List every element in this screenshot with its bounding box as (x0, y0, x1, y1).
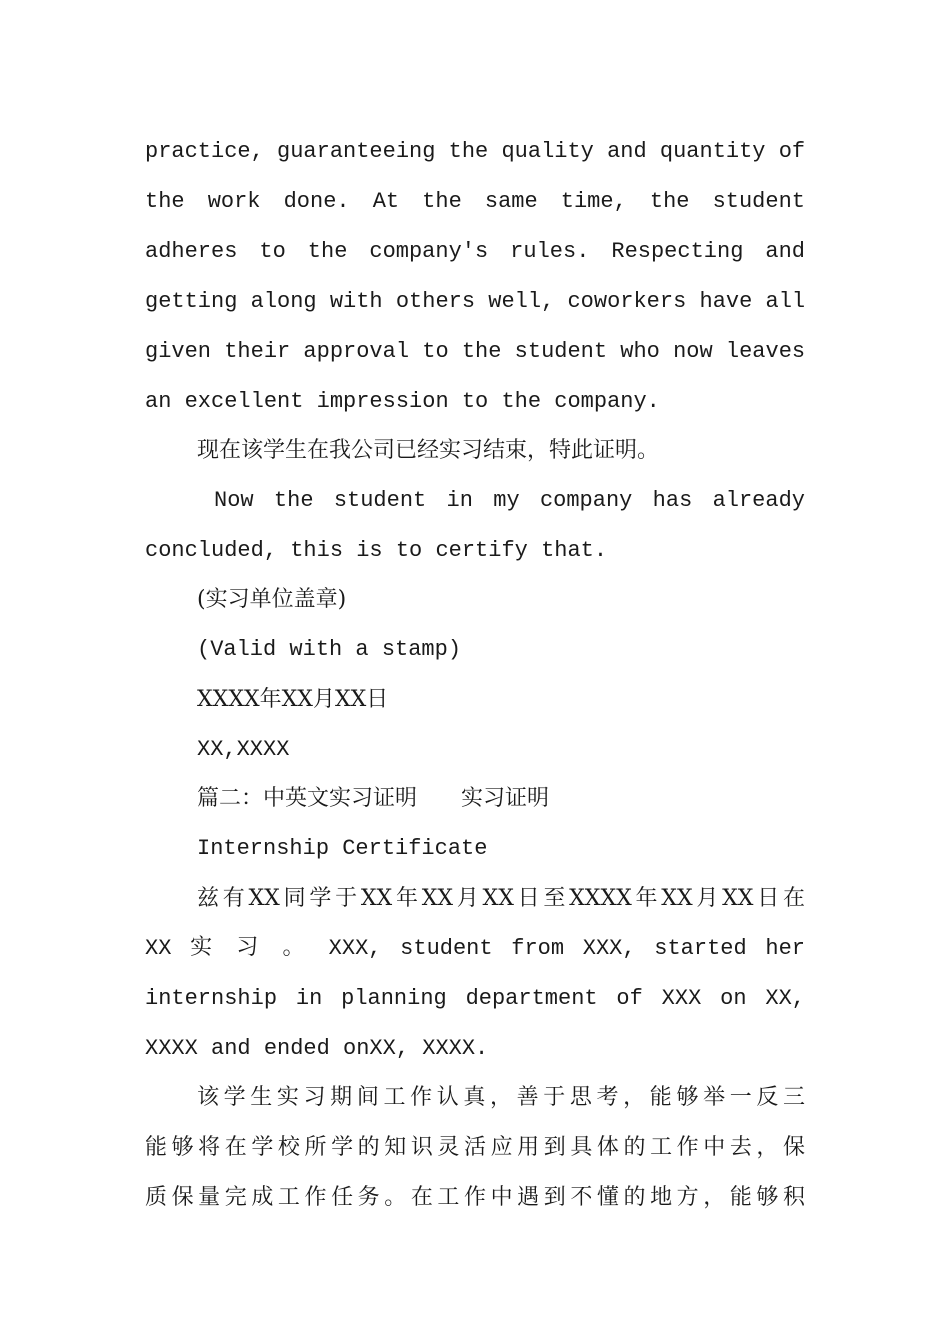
body-text-line: given their approval to the student who now leaves (145, 339, 805, 364)
english-conclusion-line: concluded, this is to certify that. (145, 538, 608, 563)
english-conclusion-line: Now the student in my company has already (214, 488, 805, 513)
body-text-line: XX 实 习 。 XXX, student from XXX, started her (145, 936, 805, 961)
body-text-line: 该学生实习期间工作认真，善于思考，能够举一反三 (197, 1085, 805, 1110)
body-text-line: an excellent impression to the company. (145, 389, 660, 414)
certificate-title: Internship Certificate (197, 836, 488, 861)
chinese-conclusion-line: 现在该学生在我公司已经实习结束，特此证明。 (197, 438, 660, 463)
date-english: XX,XXXX (197, 737, 290, 762)
body-text-line: getting along with others well, coworkers have all (145, 289, 805, 314)
body-text-line: XXXX and ended onXX, XXXX. (145, 1036, 489, 1061)
body-text-line: the work done. At the same time, the student (145, 189, 805, 214)
section-heading: 篇二：中英文实习证明 实习证明 (197, 786, 550, 811)
stamp-note-chinese: (实习单位盖章) (197, 587, 347, 612)
body-text-line: 质保量完成工作任务。在工作中遇到不懂的地方，能够积 (145, 1185, 805, 1210)
body-text-line: practice, guaranteeing the quality and quantity of (145, 139, 805, 164)
date-chinese: XXXX年XX月XX日 (197, 687, 389, 712)
body-text-line: 兹有XX同学于XX年XX月XX日至XXXX年XX月XX日在 (197, 886, 805, 911)
body-text-line: internship in planning department of XXX on XX, (145, 986, 805, 1011)
stamp-note-english: (Valid with a stamp) (197, 637, 462, 662)
body-text-line: adheres to the company's rules. Respecting and (145, 239, 805, 264)
body-text-line: 能够将在学校所学的知识灵活应用到具体的工作中去，保 (145, 1135, 805, 1160)
